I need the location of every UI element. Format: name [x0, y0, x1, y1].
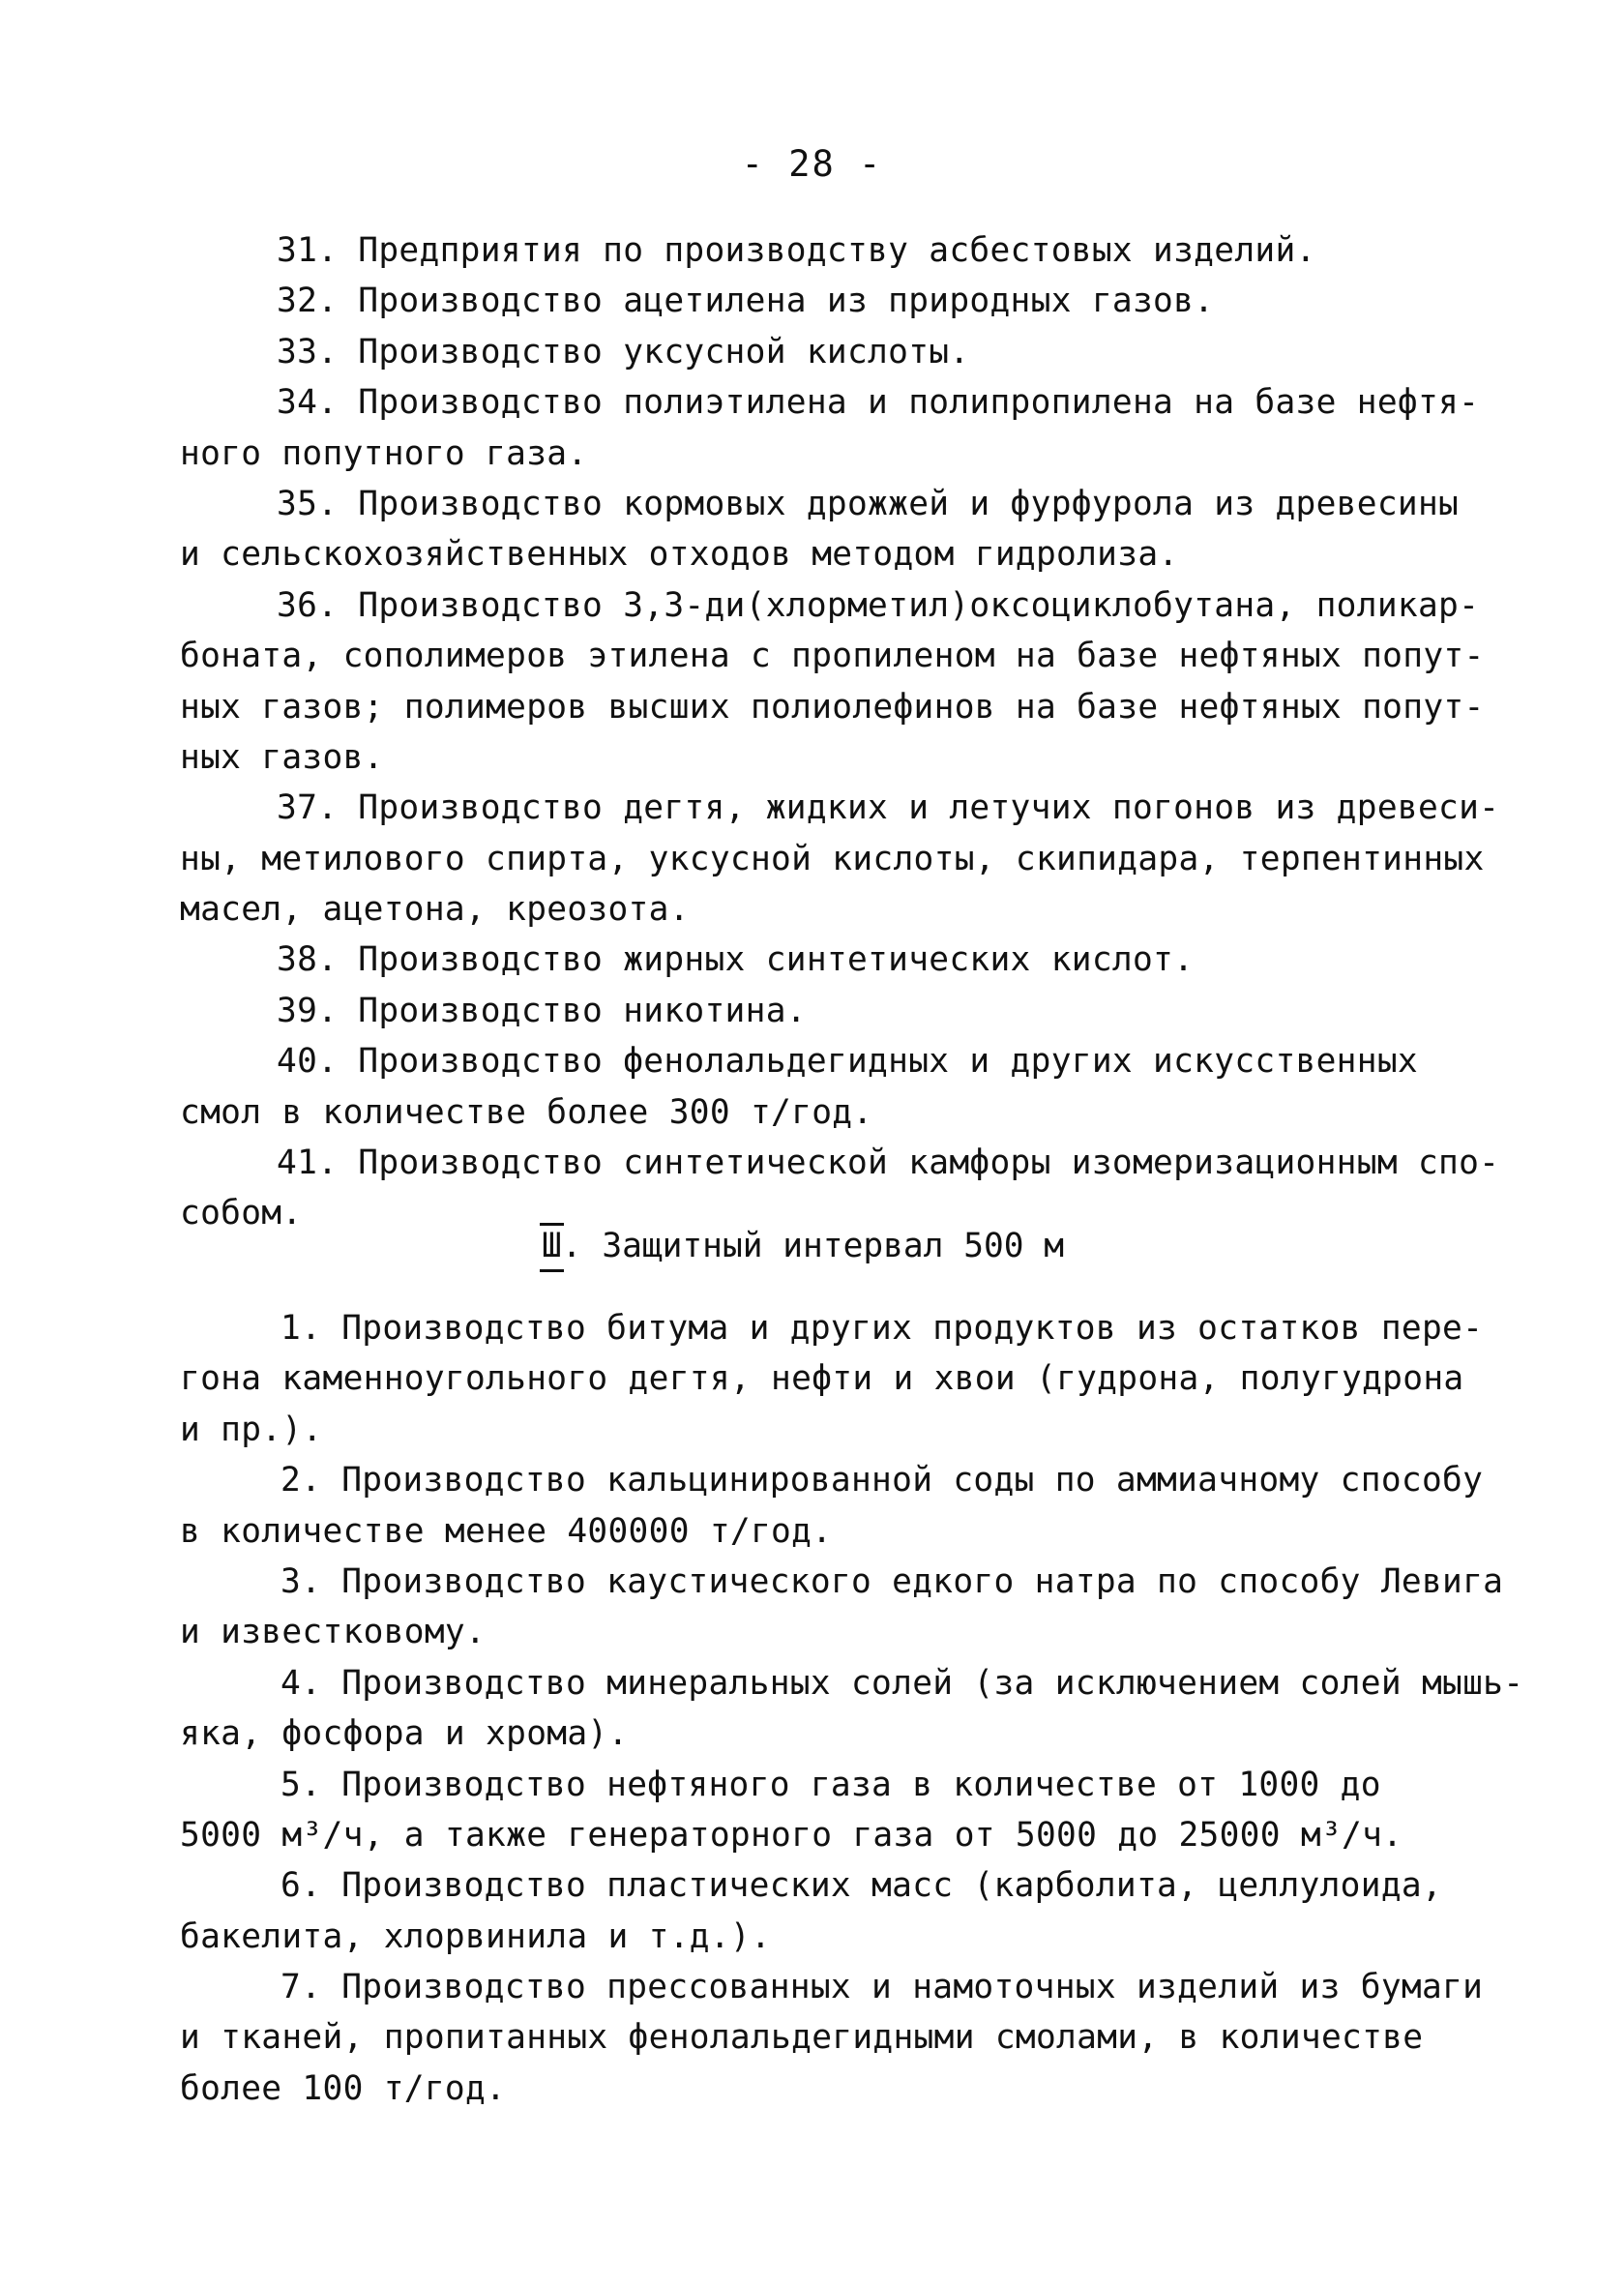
text-line: боната, сополимеров этилена с пропиленом на базе нефтяных попут-	[180, 637, 1485, 676]
text-line: 39. Производство никотина.	[277, 991, 807, 1030]
text-line: бакелита, хлорвинила и т.д.).	[180, 1916, 772, 1956]
text-line: 32. Производство ацетилена из природных газов.	[277, 282, 1215, 321]
section-heading	[542, 1221, 1064, 1271]
text-line: 35. Производство кормовых дрожжей и фурфурола из древесины	[277, 484, 1460, 523]
text-line: масел, ацетона, креозота.	[180, 890, 690, 930]
text-line: и известковому.	[180, 1613, 487, 1652]
section-numeral: Ш	[542, 1221, 562, 1271]
text-line: 34. Производство полиэтилена и полипропилена на базе нефтя-	[277, 383, 1480, 423]
list-item	[180, 783, 1500, 935]
text-line: ного попутного газа.	[180, 433, 588, 473]
list-item	[180, 225, 1476, 276]
list-item	[180, 479, 1476, 580]
text-line: 40. Производство фенолальдегидных и других искусственных	[277, 1042, 1418, 1082]
list-part-1	[180, 225, 1500, 1239]
list-item	[180, 1860, 1476, 1962]
text-line: и пр.).	[180, 1410, 323, 1449]
list-item	[180, 1760, 1476, 1861]
text-line: ны, метилового спирта, уксусной кислоты, скипидара, терпентинных	[180, 839, 1485, 878]
list-item	[180, 935, 1476, 985]
list-item	[180, 1557, 1504, 1658]
list-item	[180, 327, 1476, 377]
text-line: 41. Производство синтетической камфоры изомеризационным спо-	[277, 1144, 1500, 1183]
text-line: 36. Производство 3,3-ди(хлорметил)оксоциклобутана, поликар-	[277, 585, 1480, 625]
list-item	[180, 1303, 1484, 1455]
text-line: 33. Производство уксусной кислоты.	[277, 332, 970, 371]
text-line: и тканей, пропитанных фенолальдегидными смолами, в количестве	[180, 2018, 1424, 2058]
text-line: собом.	[180, 1194, 303, 1233]
list-item	[180, 276, 1476, 326]
section-title: . Защитный интервал 500 м	[561, 1227, 1065, 1265]
list-item	[180, 377, 1480, 479]
text-line: ных газов.	[180, 737, 384, 777]
text-line: и сельскохозяйственных отходов методом гидролиза.	[180, 535, 1179, 575]
text-line: в количестве менее 400000 т/год.	[180, 1511, 833, 1551]
list-item	[180, 1658, 1524, 1760]
text-line: яка, фосфора и хрома).	[180, 1714, 629, 1754]
text-line: 3. Производство каустического едкого натра по способу Левига	[281, 1561, 1504, 1601]
text-line: 6. Производство пластических масс (карболита, целлулоида,	[281, 1866, 1443, 1906]
text-line: 2. Производство кальцинированной соды по аммиачному способу	[281, 1461, 1484, 1500]
text-line: 38. Производство жирных синтетических кислот.	[277, 940, 1195, 980]
text-line: 4. Производство минеральных солей (за исключением солей мышь-	[281, 1663, 1524, 1703]
list-item	[180, 1455, 1484, 1557]
text-line: 5. Производство нефтяного газа в количестве от 1000 до	[281, 1765, 1381, 1804]
list-item	[180, 986, 1476, 1036]
text-line: 37. Производство дегтя, жидких и летучих погонов из древеси-	[277, 788, 1500, 828]
list-part-2	[180, 1303, 1524, 2114]
list-item	[180, 580, 1485, 784]
text-line: смол в количестве более 300 т/год.	[180, 1092, 873, 1132]
page-number: - 28 -	[741, 143, 883, 185]
list-item	[180, 1962, 1484, 2114]
text-line: 5000 м³/ч, а также генераторного газа от 5000 до 25000 м³/ч.	[180, 1815, 1403, 1855]
text-line: 31. Предприятия по производству асбестовых изделий.	[277, 231, 1316, 270]
text-line: гона каменноугольного дегтя, нефти и хвои (гудрона, полугудрона	[180, 1359, 1464, 1399]
list-item	[180, 1036, 1476, 1138]
text-line: ных газов; полимеров высших полиолефинов на базе нефтяных попут-	[180, 687, 1485, 727]
text-line: более 100 т/год.	[180, 2068, 507, 2108]
text-line: 1. Производство битума и других продуктов из остатков пере-	[281, 1309, 1484, 1348]
text-line: 7. Производство прессованных и намоточных изделий из бумаги	[281, 1968, 1484, 2007]
